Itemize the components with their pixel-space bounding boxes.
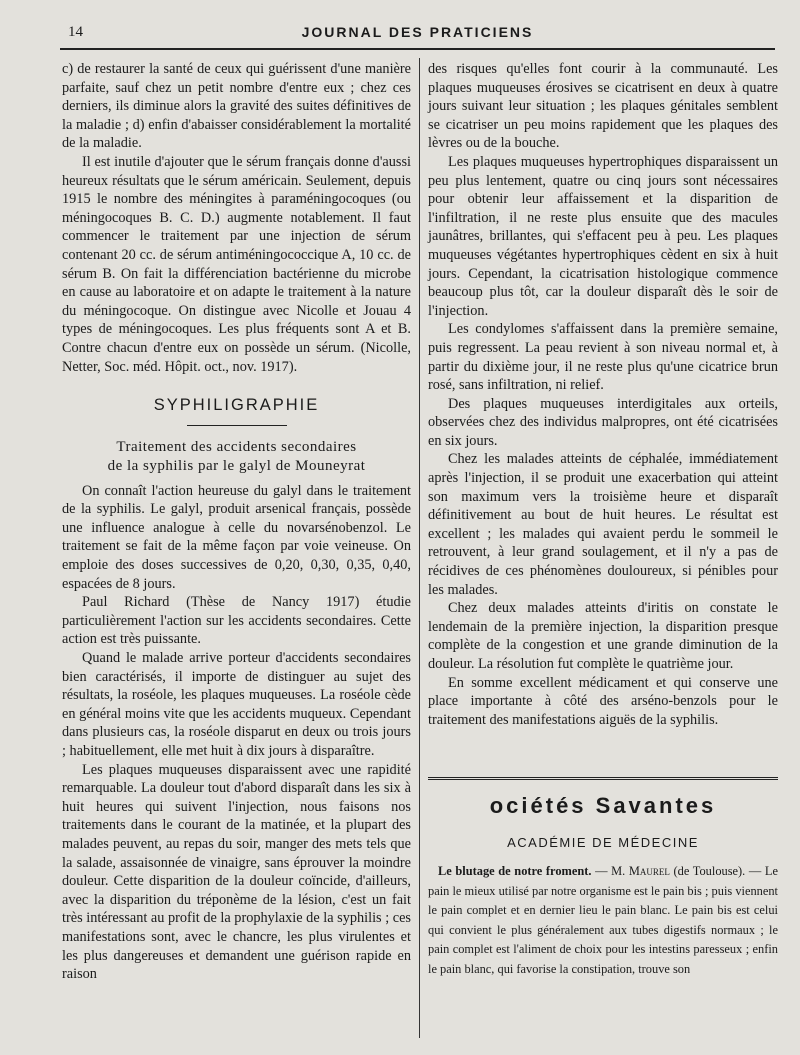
paragraph: On connaît l'action heureuse du galyl dans le traitement de la syphilis. Le galyl, produit arsenical français, possède une influence analogue à celle du novarsénobenzol. Le traitement se fait de la même façon par voie veineuse. On emploie des doses successives de 0,20, 0,30, 0,35, 0,40, espacées de 8 jours.: [62, 482, 411, 592]
section-rule: [187, 425, 287, 426]
page-header: [60, 22, 775, 46]
header-rule: [60, 48, 775, 50]
column-divider: [419, 58, 420, 1038]
paragraph: Les plaques muqueuses hypertrophiques disparaissent un peu plus lentement, quatre ou cinq jours sont nécessaires pour obtenir leur affaissement et la disparition de l'infiltration, il ne reste plus ensuite que des macules jaunâtres, brillantes, qui s'effacent peu à peu. Les plaques muqueuses végétantes hypertrophiques cèdent en six à huit jours. Cependant, la cicatrisation histologique commence beaucoup plus tôt, car la douleur disparaît dès le soir de l'injection.: [428, 153, 778, 319]
article-title-line: Traitement des accidents secondaires: [116, 438, 357, 455]
running-title: JOURNAL DES PRATICIENS: [301, 24, 534, 40]
paragraph: Les condylomes s'affaissent dans la première semaine, puis regressent. La peau revient à son niveau normal et, à partir du dixième jour, il ne reste plus qu'une cicatrice brun rosé, sans infiltration, ni relief.: [428, 321, 778, 394]
report-paragraph: Le blutage de notre froment. — M. Maurel (de Toulouse). — Le pain le mieux utilisé par notre organisme est le pain bis ; puis viennent le pain complet et en dernier lieu le pain blanc. Le pain bis est celui qui convient le plus généralement aux tubes digestifs normaux ; le pain complet est l'aliment de choix pour les intestins paresseux ; enfin le pain blanc, qui favorise la constipation, trouve son: [428, 864, 778, 976]
article-title: [62, 438, 411, 476]
report-title: Le blutage de notre froment.: [438, 864, 592, 878]
academie-report: [428, 862, 778, 979]
paragraph: Chez les malades atteints de céphalée, immédiatement après l'injection, il se produit une exacerbation qui atteint son maximum vers la troisième heure et disparaît définitivement au bout de huit heures. Le résultat est excellent ; les malades qui avaient perdu le sommeil le retrouvent, à leur grand soulagement, et il n'y a pas de récidives de ces phénomènes douloureux, si pénibles pour les malades.: [428, 451, 778, 598]
left-column: [62, 60, 411, 984]
academie-heading: ACADÉMIE DE MÉDECINE: [507, 835, 699, 850]
paragraph: En somme excellent médicament et qui conserve une place importante à côté des arséno-benzols pour le traitement des manifestations aiguës de la syphilis.: [428, 674, 778, 728]
section-heading: SYPHILIGRAPHIE: [153, 396, 320, 415]
section-double-rule: [428, 777, 778, 780]
paragraph: Quand le malade arrive porteur d'accidents secondaires bien caractérisés, il importe de distinguer au sujet des résultats, la roséole, les plaques muqueuses. La roséole cède en général moins vite que les accidents muqueux. Cependant dans plusieurs cas, la roséole disparut en deux ou trois jours ; habituellement, elle met huit à dix jours à disparaître.: [62, 650, 411, 759]
right-column: [428, 60, 778, 729]
paragraph: Des plaques muqueuses interdigitales aux orteils, observées chez des individus malpropres, ont été cicatrisées en six jours.: [428, 395, 778, 449]
societes-savantes-heading: ociétés Savantes: [489, 793, 717, 818]
report-author: M. Maurel: [611, 864, 670, 878]
article-title-line: de la syphilis par le galyl de Mouneyrat: [107, 457, 366, 474]
paragraph: des risques qu'elles font courir à la communauté. Les plaques muqueuses érosives se cicatrisent en deux à quatre jours suivant leur situation ; les plaques génitales semblent se cicatriser un peu moins rapidement que les plaques des lèvres ou de la bouche.: [428, 61, 778, 152]
page-number: 14: [68, 24, 83, 40]
paragraph: Il est inutile d'ajouter que le sérum français donne d'aussi heureux résultats que le sérum américain. Seulement, depuis 1915 le nombre des méningites à paraméningocoques (ou méningocoques B. C. D.) augmente notablement. Il faut commencer le traitement par une injection de sérum contenant 20 cc. de sérum antiméningococcique A, 10 cc. de sérum B. On fait la différenciation bactérienne du microbe en cause au laboratoire et on adapte le traitement à la nature du méningocoque. On distingue avec Nicolle et Jouau 4 types de méningocoques. Les plus fréquents sont A et B. Contre chacun d'entre eux on possède un sérum. (Nicolle, Netter, Soc. méd. Hôpit. oct., nov. 1917).: [62, 153, 411, 375]
paragraph: Chez deux malades atteints d'iritis on constate le lendemain de la première injection, la disparition presque complète de la congestion et une grande diminution de la douleur. La résolution fut complète le quatrième jour.: [428, 600, 778, 672]
paragraph: Les plaques muqueuses disparaissent avec une rapidité remarquable. La douleur tout d'abord disparaît dans les six à huit heures qui suivent l'injection, nous faisons nos traitements dans le courant de la matinée, et la plupart des malades peuvent, au repas du soir, manger des mets tels que la salade, assaisonnée de vinaigre, sans éprouver la moindre douleur. Cette disparition de la douleur coïncide, d'ailleurs, avec la disparition du tréponème de la lésion, c'est un fait très intéressant au profit de la prophylaxie de la syphilis ; ces manifestations sont, avec le chancre, les plus virulentes et les plus dangereuses et demandent une guérison rapide en raison: [62, 761, 411, 983]
paragraph: c) de restaurer la santé de ceux qui guérissent d'une manière parfaite, sauf chez un petit nombre d'entre eux ; chez ces derniers, ils diminue alors la gravité des suites définitives de la maladie ; d) enfin d'abaisser considérablement la mortalité de la maladie.: [62, 61, 411, 152]
report-text: (de Toulouse). — Le pain le mieux utilisé par notre organisme est le pain bis ; puis viennent le pain complet et en dernier lieu le pain blanc. Le pain bis est celui qui convient le plus généralement aux tubes digestifs normaux ; le pain complet est l'aliment de choix pour les intestins paresseux ; enfin le pain blanc, qui favorise la constipation, trouve son: [428, 864, 778, 976]
paragraph: Paul Richard (Thèse de Nancy 1917) étudie particulièrement l'action sur les accidents secondaires. Cette action est très puissante.: [62, 594, 411, 648]
